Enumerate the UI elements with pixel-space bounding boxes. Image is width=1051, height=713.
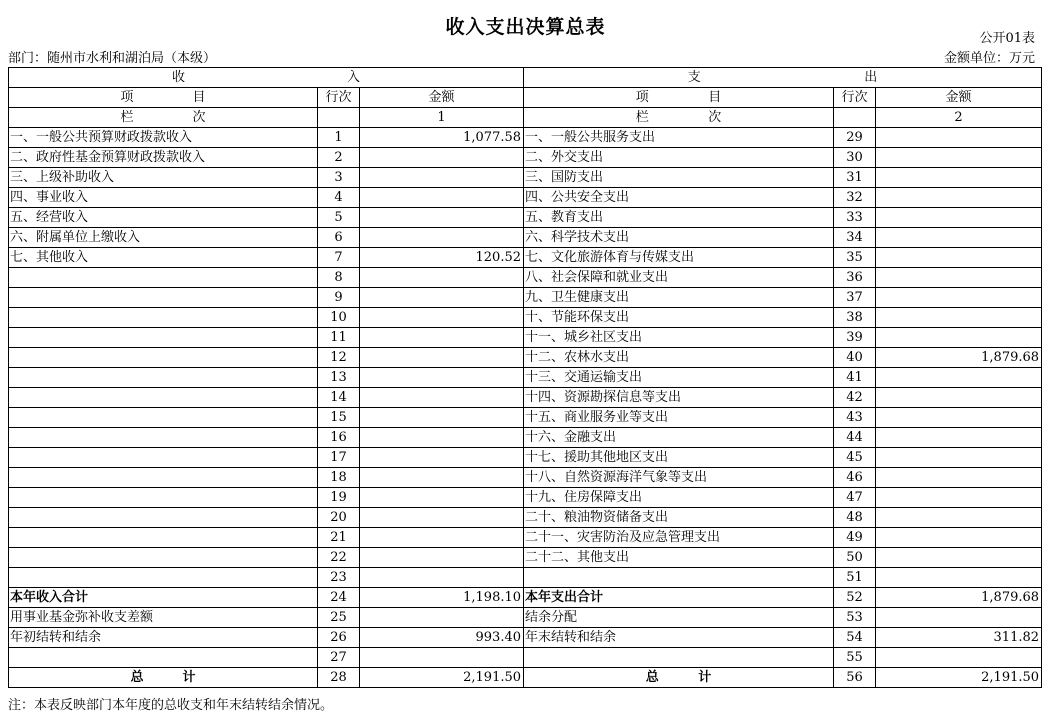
- income-amount: [360, 348, 524, 368]
- table-row: [9, 368, 1042, 388]
- table-row: [9, 488, 1042, 508]
- income-amount: [360, 428, 524, 448]
- income-row-number: 14: [318, 388, 360, 408]
- income-amount: [360, 508, 524, 528]
- expense-item-name: 七、文化旅游体育与传媒支出: [524, 248, 834, 268]
- income-amount: [360, 308, 524, 328]
- expense-amount: [876, 188, 1042, 208]
- table-row: [9, 188, 1042, 208]
- expense-row-number: 32: [834, 188, 876, 208]
- expense-amount: [876, 548, 1042, 568]
- income-item-name: 六、附属单位上缴收入: [9, 228, 318, 248]
- table-row: [9, 268, 1042, 288]
- income-amount: [360, 568, 524, 588]
- expense-column-index: 2: [876, 108, 1042, 128]
- income-amount: [360, 288, 524, 308]
- income-amount: [360, 228, 524, 248]
- expense-row-number: 48: [834, 508, 876, 528]
- expense-amount: [876, 148, 1042, 168]
- expense-row-number: 35: [834, 248, 876, 268]
- expense-row-number: 46: [834, 468, 876, 488]
- income-amount: [360, 488, 524, 508]
- table-row: [9, 408, 1042, 428]
- expense-item-name: 八、社会保障和就业支出: [524, 268, 834, 288]
- expense-amount: [876, 328, 1042, 348]
- income-item-name: [9, 328, 318, 348]
- income-amount: [360, 188, 524, 208]
- expense-item-name: 十一、城乡社区支出: [524, 328, 834, 348]
- table-row: [9, 448, 1042, 468]
- income-row-number: 15: [318, 408, 360, 428]
- income-amount: [360, 388, 524, 408]
- expense-amount: 1,879.68: [876, 588, 1042, 608]
- expense-row-number: 34: [834, 228, 876, 248]
- income-row-number: 17: [318, 448, 360, 468]
- table-row: [9, 648, 1042, 668]
- income-item-name: 四、事业收入: [9, 188, 318, 208]
- income-amount: [360, 208, 524, 228]
- expense-item-name: 年末结转和结余: [524, 628, 834, 648]
- expense-item-name: 十八、自然资源海洋气象等支出: [524, 468, 834, 488]
- expense-item-name: 十五、商业服务业等支出: [524, 408, 834, 428]
- expense-item-name: 十四、资源勘探信息等支出: [524, 388, 834, 408]
- expense-row-number: 30: [834, 148, 876, 168]
- income-row-number: 2: [318, 148, 360, 168]
- expense-item-name: 十三、交通运输支出: [524, 368, 834, 388]
- expense-amount: [876, 528, 1042, 548]
- income-row-number: 7: [318, 248, 360, 268]
- table-row: [9, 168, 1042, 188]
- income-rowno-header: 行次: [318, 88, 360, 108]
- income-item-name: 用事业基金弥补收支差额: [9, 608, 318, 628]
- income-row-number: 28: [318, 668, 360, 688]
- expense-amount: 1,879.68: [876, 348, 1042, 368]
- expense-item-name: 三、国防支出: [524, 168, 834, 188]
- income-row-number: 25: [318, 608, 360, 628]
- expense-amount: [876, 288, 1042, 308]
- expense-row-number: 52: [834, 588, 876, 608]
- income-item-name: [9, 308, 318, 328]
- expense-item-name: 本年支出合计: [524, 588, 834, 608]
- footnote: 注：本表反映部门本年度的总收支和年末结转结余情况。: [8, 698, 334, 713]
- income-row-number: 16: [318, 428, 360, 448]
- expense-total-label: 总 计: [524, 668, 834, 688]
- expense-amount: [876, 508, 1042, 528]
- income-amount: [360, 468, 524, 488]
- column-header-row: [9, 88, 1042, 108]
- income-item-name: 三、上级补助收入: [9, 168, 318, 188]
- table-row: [9, 548, 1042, 568]
- expense-item-header: 项 目: [524, 88, 834, 108]
- expense-amount-header: 金额: [876, 88, 1042, 108]
- income-item-name: 年初结转和结余: [9, 628, 318, 648]
- income-item-name: [9, 448, 318, 468]
- income-item-name: 本年收入合计: [9, 588, 318, 608]
- income-section-header: 收 入: [9, 68, 524, 88]
- income-amount: 120.52: [360, 248, 524, 268]
- expense-item-name: 十九、住房保障支出: [524, 488, 834, 508]
- expense-item-name: 结余分配: [524, 608, 834, 628]
- column-index-row: [9, 108, 1042, 128]
- income-item-name: [9, 348, 318, 368]
- income-amount-header: 金额: [360, 88, 524, 108]
- expense-row-number: 43: [834, 408, 876, 428]
- table-row: [9, 428, 1042, 448]
- expense-amount: [876, 488, 1042, 508]
- income-item-name: [9, 408, 318, 428]
- income-item-name: [9, 428, 318, 448]
- income-row-number: 11: [318, 328, 360, 348]
- income-item-name: [9, 528, 318, 548]
- income-row-number: 19: [318, 488, 360, 508]
- income-amount: [360, 328, 524, 348]
- expense-row-number: 54: [834, 628, 876, 648]
- income-amount: [360, 148, 524, 168]
- income-amount: [360, 648, 524, 668]
- expense-row-number: 31: [834, 168, 876, 188]
- table-row: [9, 568, 1042, 588]
- expense-amount: [876, 208, 1042, 228]
- income-row-number: 20: [318, 508, 360, 528]
- table-row: [9, 608, 1042, 628]
- income-item-name: [9, 548, 318, 568]
- income-item-name: [9, 268, 318, 288]
- income-amount: [360, 168, 524, 188]
- income-item-name: 七、其他收入: [9, 248, 318, 268]
- expense-row-number: 40: [834, 348, 876, 368]
- income-column-index: 1: [360, 108, 524, 128]
- expense-amount: [876, 448, 1042, 468]
- income-amount: [360, 528, 524, 548]
- income-row-number: 26: [318, 628, 360, 648]
- income-amount: [360, 268, 524, 288]
- expense-row-number: 37: [834, 288, 876, 308]
- expense-total-amount: 2,191.50: [876, 668, 1042, 688]
- income-total-label: 总 计: [9, 668, 318, 688]
- budget-table: [8, 67, 1042, 688]
- table-row: [9, 468, 1042, 488]
- income-item-name: [9, 648, 318, 668]
- expense-item-name: 二十、粮油物资储备支出: [524, 508, 834, 528]
- table-row: [9, 288, 1042, 308]
- income-row-number: 12: [318, 348, 360, 368]
- income-row-number: 21: [318, 528, 360, 548]
- expense-row-number: 44: [834, 428, 876, 448]
- income-item-name: [9, 488, 318, 508]
- expense-amount: [876, 128, 1042, 148]
- income-item-name: [9, 388, 318, 408]
- subtotal-row: [9, 588, 1042, 608]
- expense-column-label: 栏 次: [524, 108, 834, 128]
- expense-amount: [876, 248, 1042, 268]
- expense-item-name: 九、卫生健康支出: [524, 288, 834, 308]
- expense-item-name: 一、一般公共服务支出: [524, 128, 834, 148]
- income-amount: 1,198.10: [360, 588, 524, 608]
- expense-rowno-header: 行次: [834, 88, 876, 108]
- expense-row-number: 33: [834, 208, 876, 228]
- income-amount: 1,077.58: [360, 128, 524, 148]
- income-item-name: [9, 368, 318, 388]
- unit-label: 金额单位：万元: [943, 51, 1035, 66]
- table-row: [9, 208, 1042, 228]
- expense-row-number: 36: [834, 268, 876, 288]
- expense-item-name: 二十二、其他支出: [524, 548, 834, 568]
- expense-amount: [876, 388, 1042, 408]
- income-row-number: 22: [318, 548, 360, 568]
- expense-amount: [876, 648, 1042, 668]
- expense-row-number: 45: [834, 448, 876, 468]
- income-amount: [360, 448, 524, 468]
- expense-row-number: 55: [834, 648, 876, 668]
- income-row-number: 4: [318, 188, 360, 208]
- expense-row-number: 51: [834, 568, 876, 588]
- income-amount: [360, 608, 524, 628]
- income-row-number: 1: [318, 128, 360, 148]
- expense-amount: [876, 168, 1042, 188]
- income-row-number: 10: [318, 308, 360, 328]
- income-row-number: 5: [318, 208, 360, 228]
- expense-row-number: 56: [834, 668, 876, 688]
- expense-amount: [876, 228, 1042, 248]
- table-row: [9, 628, 1042, 648]
- table-row: [9, 148, 1042, 168]
- expense-amount: [876, 428, 1042, 448]
- page-title: 收入支出决算总表: [445, 16, 606, 38]
- expense-amount: [876, 308, 1042, 328]
- form-code: 公开01表: [979, 31, 1035, 46]
- income-item-name: [9, 288, 318, 308]
- expense-row-number: 38: [834, 308, 876, 328]
- expense-item-name: 六、科学技术支出: [524, 228, 834, 248]
- table-row: [9, 328, 1042, 348]
- income-row-number: 27: [318, 648, 360, 668]
- income-column-label: 栏 次: [9, 108, 318, 128]
- expense-row-number: 53: [834, 608, 876, 628]
- table-row: [9, 248, 1042, 268]
- expense-item-name: 十六、金融支出: [524, 428, 834, 448]
- table-row: [9, 528, 1042, 548]
- income-item-header: 项 目: [9, 88, 318, 108]
- expense-item-name: 十七、援助其他地区支出: [524, 448, 834, 468]
- expense-amount: [876, 368, 1042, 388]
- income-row-number: 18: [318, 468, 360, 488]
- expense-item-name: 五、教育支出: [524, 208, 834, 228]
- expense-item-name: [524, 648, 834, 668]
- income-amount: [360, 408, 524, 428]
- expense-amount: [876, 568, 1042, 588]
- expense-item-name: [524, 568, 834, 588]
- income-row-number: 8: [318, 268, 360, 288]
- empty-cell: [834, 108, 876, 128]
- expense-item-name: 十、节能环保支出: [524, 308, 834, 328]
- department-label: 部门：随州市水利和湖泊局（本级）: [8, 51, 217, 66]
- table-row: [9, 308, 1042, 328]
- income-item-name: 五、经营收入: [9, 208, 318, 228]
- income-amount: 993.40: [360, 628, 524, 648]
- expense-item-name: 二、外交支出: [524, 148, 834, 168]
- income-row-number: 13: [318, 368, 360, 388]
- expense-row-number: 50: [834, 548, 876, 568]
- income-item-name: [9, 508, 318, 528]
- expense-row-number: 47: [834, 488, 876, 508]
- expense-row-number: 39: [834, 328, 876, 348]
- expense-item-name: 二十一、灾害防治及应急管理支出: [524, 528, 834, 548]
- expense-amount: [876, 408, 1042, 428]
- table-row: [9, 508, 1042, 528]
- table-row: [9, 128, 1042, 148]
- income-item-name: 二、政府性基金预算财政拨款收入: [9, 148, 318, 168]
- income-row-number: 6: [318, 228, 360, 248]
- income-row-number: 3: [318, 168, 360, 188]
- income-row-number: 9: [318, 288, 360, 308]
- income-item-name: 一、一般公共预算财政拨款收入: [9, 128, 318, 148]
- income-item-name: [9, 468, 318, 488]
- income-row-number: 24: [318, 588, 360, 608]
- expense-item-name: 十二、农林水支出: [524, 348, 834, 368]
- expense-row-number: 42: [834, 388, 876, 408]
- income-amount: [360, 368, 524, 388]
- expense-row-number: 49: [834, 528, 876, 548]
- income-amount: [360, 548, 524, 568]
- expense-section-header: 支 出: [524, 68, 1042, 88]
- table-row: [9, 228, 1042, 248]
- expense-item-name: 四、公共安全支出: [524, 188, 834, 208]
- section-header-row: [9, 68, 1042, 88]
- expense-amount: [876, 608, 1042, 628]
- income-row-number: 23: [318, 568, 360, 588]
- table-row: [9, 348, 1042, 368]
- table-row: [9, 388, 1042, 408]
- expense-amount: [876, 468, 1042, 488]
- income-total-amount: 2,191.50: [360, 668, 524, 688]
- expense-amount: [876, 268, 1042, 288]
- expense-row-number: 29: [834, 128, 876, 148]
- expense-row-number: 41: [834, 368, 876, 388]
- total-row: [9, 668, 1042, 688]
- empty-cell: [318, 108, 360, 128]
- income-item-name: [9, 568, 318, 588]
- expense-amount: 311.82: [876, 628, 1042, 648]
